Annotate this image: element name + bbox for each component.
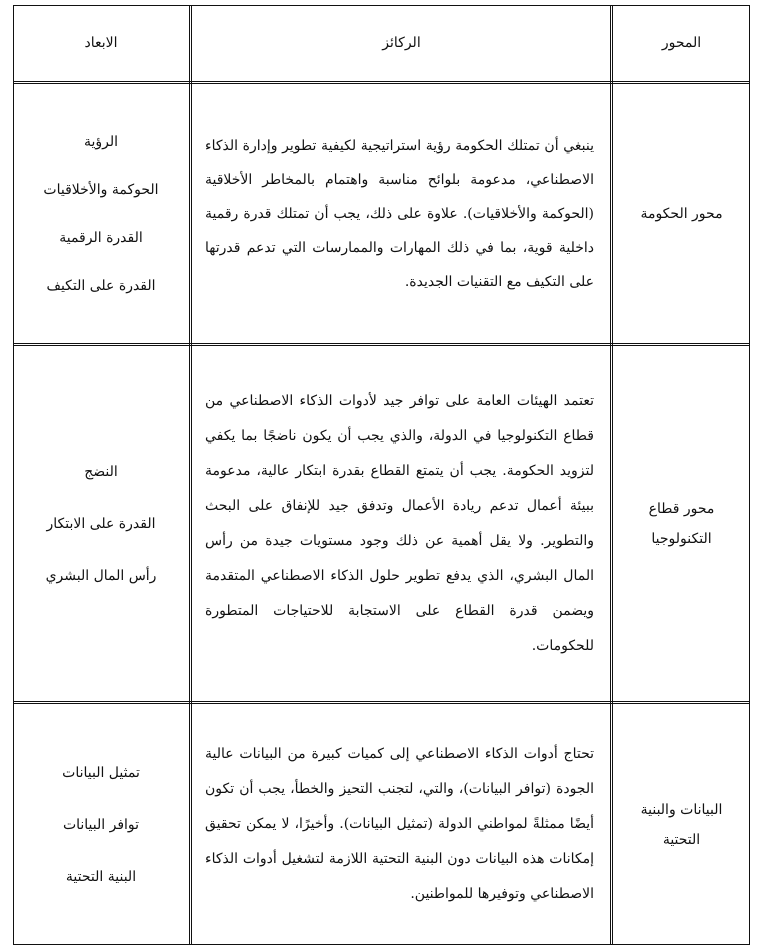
dimension-item: القدرة على التكيف	[46, 278, 156, 294]
pillars-text: تعتمد الهيئات العامة على توافر جيد لأدوات الذكاء الاصطناعي من قطاع التكنولوجيا في الدولة، والذي يجب أن يكون ناضجًا بما يكفي لتزويد الحكومة. يجب أن يتمتع القطاع بقدرة ابتكار عالية، مدعومة ببيئة أعمال تدعم ريادة الأعمال وتدفق جيد للإنفاق على البحث والتطوير. ولا يقل أهمية عن ذلك وجود مستويات جيدة من رأس المال البشري، الذي يدفع تطوير حلول الذكاء الاصطناعي المتقدمة ويضمن قدرة القطاع على الاستجابة للاحتياجات المتطورة للحكومات.	[205, 393, 594, 654]
row-divider-1	[13, 343, 750, 346]
dimension-item: رأس المال البشري	[45, 568, 157, 584]
header-pillars: الركائز	[382, 35, 421, 51]
row-data-dimensions	[13, 705, 189, 944]
row-technology-dimensions	[13, 347, 189, 701]
dimension-item: تمثيل البيانات	[62, 764, 140, 781]
row-government-dimensions	[13, 85, 189, 343]
row-data-pillars	[193, 705, 610, 944]
dimension-item: توافر البيانات	[62, 816, 140, 833]
row-government-pillars	[193, 85, 610, 343]
column-divider-1	[189, 5, 192, 945]
pillars-table	[13, 5, 750, 945]
header-dimensions: الابعاد	[84, 35, 118, 51]
dimension-item: الحوكمة والأخلاقيات	[43, 182, 159, 198]
row-technology-pillars	[193, 347, 610, 701]
dimension-item: البنية التحتية	[65, 868, 137, 885]
table-border-right	[749, 5, 750, 945]
pillars-text: ينبغي أن تمتلك الحكومة رؤية استراتيجية لكيفية تطوير وإدارة الذكاء الاصطناعي، مدعومة بلوائح مناسبة واهتمام بالمخاطر الأخلاقية (الحوكمة والأخلاقيات). علاوة على ذلك، يجب أن تمتلك قدرة رقمية داخلية قوية، بما في ذلك المهارات والممارسات التي تدعم قدرتها على التكيف مع التقنيات الجديدة.	[205, 138, 594, 290]
dimension-item: النضج	[84, 464, 118, 480]
row-divider-2	[13, 701, 750, 704]
row-data-axis: البيانات والبنية التحتية	[640, 801, 723, 848]
row-technology-axis: محور قطاع التكنولوجيا	[648, 501, 715, 547]
pillars-text: تحتاج أدوات الذكاء الاصطناعي إلى كميات كبيرة من البيانات عالية الجودة (توافر البيانات)، والتي، لتجنب التحيز والخطأ، يجب أن تكون أيضًا ممثلةً لمواطني الدولة (تمثيل البيانات). وأخيرًا، لا يمكن تحقيق إمكانات هذه البيانات دون البنية التحتية اللازمة لتشغيل أدوات الذكاء الاصطناعي وتوفيرها للمواطنين.	[205, 746, 594, 902]
header-axis: المحور	[661, 35, 702, 51]
row-government-axis: محور الحكومة	[640, 206, 723, 222]
column-divider-2	[610, 5, 613, 945]
dimension-item: الرؤية	[83, 134, 119, 150]
dimension-item: القدرة الرقمية	[59, 230, 143, 246]
dimension-item: القدرة على الابتكار	[46, 516, 156, 532]
table-border-bottom	[13, 944, 750, 945]
header-divider	[13, 81, 750, 84]
